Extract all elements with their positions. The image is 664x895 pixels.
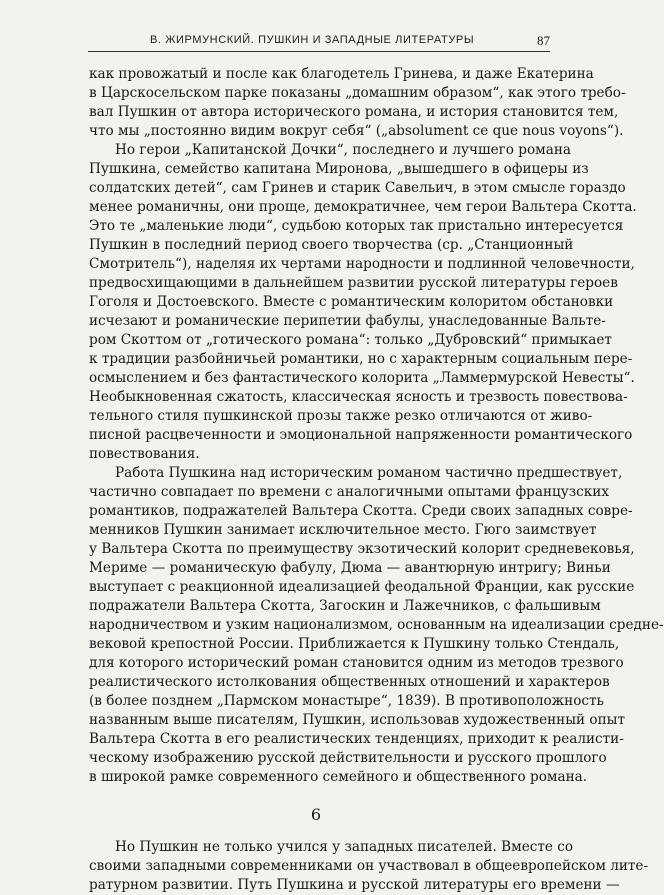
text-line: Гоголя и Достоевского. Вместе с романтическим колоритом обстановки bbox=[89, 294, 614, 310]
text-line: вал Пушкин от автора исторического романа, и история становится тем, bbox=[89, 104, 619, 120]
text-line: к традиции разбойничьей романтики, но с характерным социальным пере- bbox=[89, 351, 633, 367]
text-line: исчезают и романические перипетии фабулы, унаследованные Вальте- bbox=[89, 313, 606, 329]
page-number: 87 bbox=[537, 33, 550, 48]
paragraph bbox=[89, 464, 664, 787]
header-rule bbox=[88, 51, 550, 52]
section-number: 6 bbox=[310, 805, 322, 824]
text-line: ческому изображению русской действительности и русского прошлого bbox=[89, 750, 607, 766]
text-line: Работа Пушкина над историческим романом частично предшествует, bbox=[115, 465, 623, 481]
text-line: что мы „постоянно видим вокруг себя“ („absolument ce que nous voyons“). bbox=[89, 123, 624, 139]
text-line: солдатских детей“, сам Гринев и старик Савельич, в этом смысле гораздо bbox=[89, 180, 626, 196]
text-line: реалистического истолкования общественных отношений и характеров bbox=[89, 674, 610, 690]
text-line: у Вальтера Скотта по преимуществу экзотический колорит средневековья, bbox=[89, 541, 635, 557]
text-line: Необыкновенная сжатость, классическая ясность и трезвость повествова- bbox=[89, 389, 628, 405]
text-line: Смотритель“), наделяя их чертами народности и подлинной человечности, bbox=[89, 256, 635, 272]
text-line: ратурном развитии. Путь Пушкина и русской литературы его времени — bbox=[89, 877, 620, 893]
text-line: как провожатый и после как благодетель Гринева, и даже Екатерина bbox=[89, 66, 594, 82]
text-line: Но герои „Капитанской Дочки“, последнего и лучшего романа bbox=[115, 142, 571, 158]
text-line: подражатели Вальтера Скотта, Загоскин и Лажечников, с фальшивым bbox=[89, 598, 601, 614]
text-line: повествования. bbox=[89, 446, 200, 462]
page-header bbox=[88, 34, 550, 54]
text-line: Пушкина, семейство капитана Миронова, „вышедшего в офицеры из bbox=[89, 161, 589, 177]
text-line: романтиков, подражателей Вальтера Скотта. Среди своих западных совре- bbox=[89, 503, 633, 519]
text-line: (в более позднем „Пармском монастыре“, 1839). В противоположность bbox=[89, 693, 604, 709]
text-line: ром Скоттом от „готического романа“: только „Дубровский“ примыкает bbox=[89, 332, 612, 348]
text-line: своими западными современниками он участвовал в общеевропейском лите- bbox=[89, 858, 649, 874]
paragraph bbox=[89, 838, 649, 895]
text-line: менников Пушкин занимает исключительное место. Гюго заимствует bbox=[89, 522, 597, 538]
text-line: народничеством и узким национализмом, основанным на идеализации средне- bbox=[89, 617, 664, 633]
text-line: писной расцвеченности и эмоциональной напряженности романтического bbox=[89, 427, 633, 443]
text-line: в Царскосельском парке показаны „домашним образом“, как этого требо- bbox=[89, 85, 626, 101]
text-line: тельного стиля пушкинской прозы также резко отличаются от живо- bbox=[89, 408, 593, 424]
text-line: для которого исторический роман становится одним из методов трезвого bbox=[89, 655, 624, 671]
page-body bbox=[89, 65, 664, 895]
text-line: в широкой рамке современного семейного и общественного романа. bbox=[89, 769, 588, 785]
text-line: частично совпадает по времени с аналогичными опытами французских bbox=[89, 484, 610, 500]
text-line: названным выше писателям, Пушкин, использовав художественный опыт bbox=[89, 712, 626, 728]
text-line: вековой крепостной России. Приближается к Пушкину только Стендаль, bbox=[89, 636, 620, 652]
text-line: менее романичны, они проще, демократичнее, чем герои Вальтера Скотта. bbox=[89, 199, 637, 215]
text-line: Это те „маленькие люди“, судьбою которых так пристально интересуется bbox=[89, 218, 624, 234]
paragraph bbox=[89, 141, 637, 464]
text-line: Вальтера Скотта в его реалистических тенденциях, приходит к реалисти- bbox=[89, 731, 624, 747]
text-line: выступает с реакционной идеализацией феодальной Франции, как русские bbox=[89, 579, 635, 595]
text-line: осмыслением и без фантастического колорита „Ламмермурской Невесты“. bbox=[89, 370, 635, 386]
text-line: Пушкин в последний период своего творчества (ср. „Станционный bbox=[89, 237, 574, 253]
text-line: Но Пушкин не только учился у западных писателей. Вместе со bbox=[115, 839, 574, 855]
paragraph bbox=[89, 65, 626, 141]
text-line: Мериме — романическую фабулу, Дюма — авантюрную интригу; Виньи bbox=[89, 560, 611, 576]
text-line: предвосхищающими в дальнейшем развитии русской литературы героев bbox=[89, 275, 618, 291]
running-title: В. ЖИРМУНСКИЙ. ПУШКИН И ЗАПАДНЫЕ ЛИТЕРАТУРЫ bbox=[150, 34, 475, 46]
